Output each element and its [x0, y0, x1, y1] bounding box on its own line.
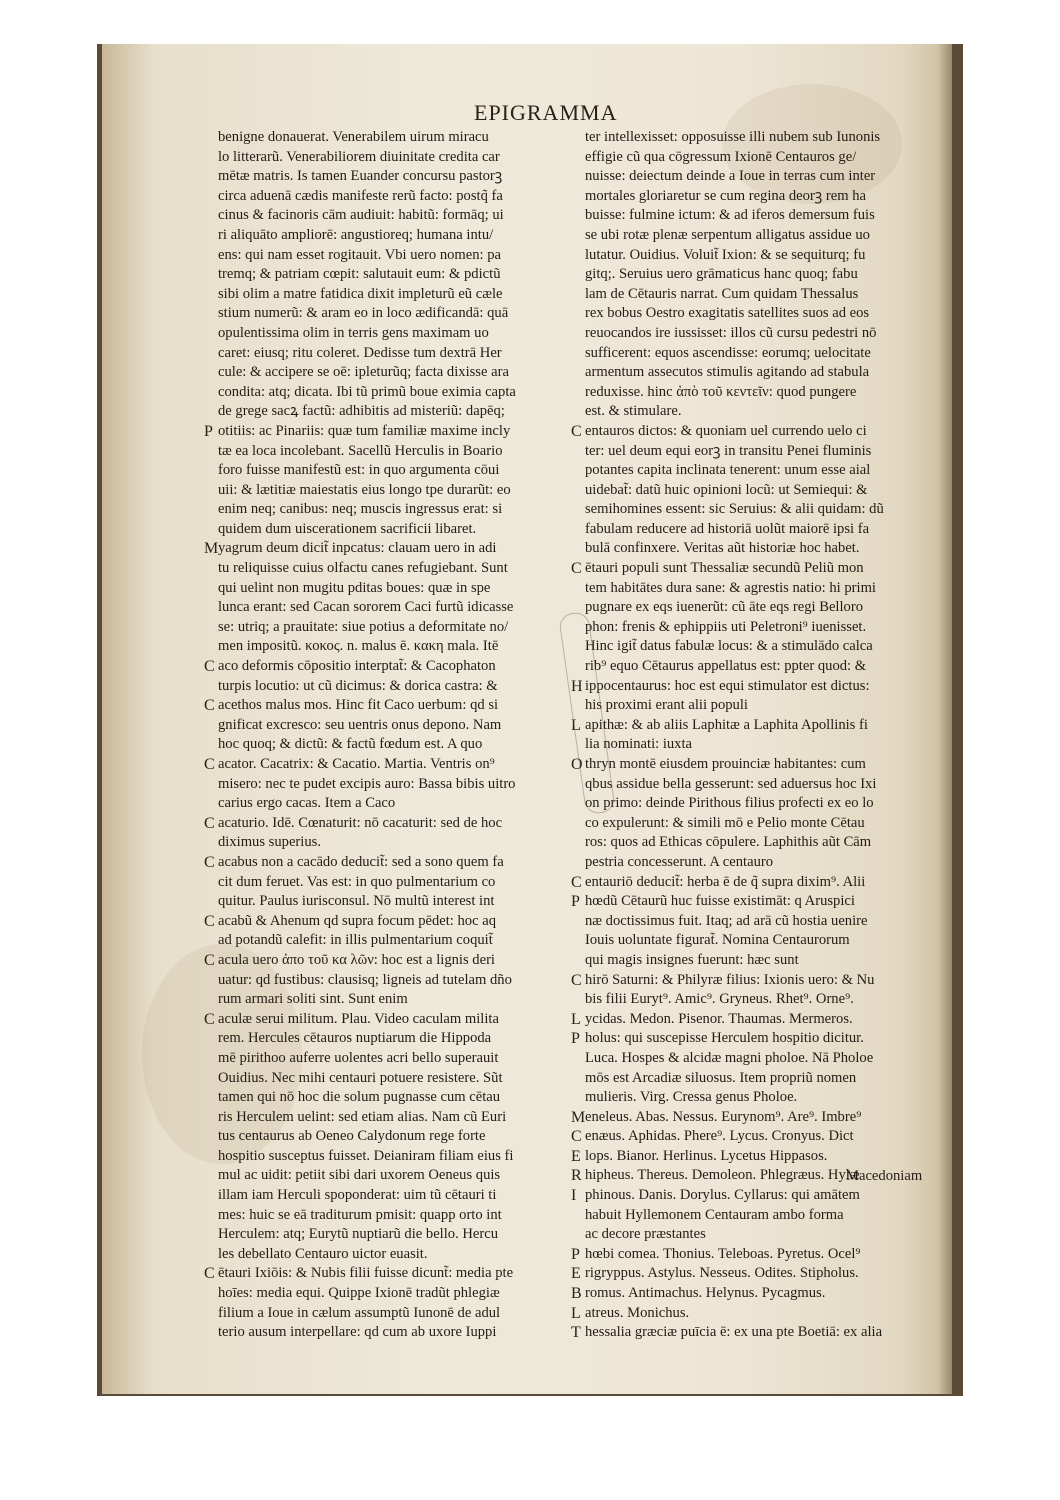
line-text: tem habitātes dura sane: & agrestis natio: hi primi	[585, 579, 876, 596]
text-line	[585, 951, 940, 971]
initial-letter: M	[204, 540, 219, 558]
initial-letter: L	[571, 1304, 581, 1322]
text-line	[218, 148, 573, 168]
line-text: mē pirithoo auferre uolentes acri bello superauit	[218, 1049, 499, 1066]
line-text: hœbi comea. Thonius. Teleboas. Pyretus. Ocel⁹	[585, 1245, 861, 1262]
text-line	[571, 1127, 940, 1147]
line-text: mortales gloriaretur se cum regina deorꝫ rem ha	[585, 187, 866, 204]
line-text: ac decore præstantes	[585, 1226, 706, 1243]
text-line	[585, 383, 940, 403]
line-text: mulieris. Virg. Cressa genus Pholoe.	[585, 1089, 798, 1106]
text-line	[218, 206, 573, 226]
text-line	[218, 285, 573, 305]
text-line	[218, 677, 573, 697]
line-text: enim neq; canibus: neq; muscis ingressus erat: si	[218, 501, 503, 518]
text-line	[218, 481, 573, 501]
text-line	[585, 931, 940, 951]
spine-shadow	[938, 44, 952, 1394]
line-text: phon: frenis & ephippiis uti Peletroni⁹ iuenisset.	[585, 618, 867, 635]
line-text: misero: nec te pudet excipis auro: Bassa bibis uitro	[218, 775, 516, 792]
initial-letter: C	[204, 756, 215, 773]
text-line	[585, 520, 940, 540]
line-text: aco deformis cōpositio interptat̃: & Cacophaton	[218, 658, 496, 675]
text-line	[218, 324, 573, 344]
line-text: est. & stimulare.	[585, 403, 682, 420]
line-text: acula uero ἀπο τοῦ κα λῶν: hoc est a lignis deri	[218, 951, 495, 968]
right-column	[571, 128, 940, 1343]
line-text: fabulam reducere ad historiā uolũt maiorē ipsi fa	[585, 520, 870, 537]
line-text: pestria concesserunt. A centauro	[585, 853, 774, 870]
text-line	[218, 1029, 573, 1049]
text-line	[585, 1206, 940, 1226]
line-text: hirō Saturni: & Philyræ filius: Ixionis uero: & Nu	[585, 971, 875, 988]
text-line	[218, 128, 573, 148]
text-line	[204, 657, 573, 677]
text-line	[585, 206, 940, 226]
text-line	[218, 794, 573, 814]
text-line	[585, 167, 940, 187]
line-text: filium a Ioue in cælum assumptũ Iunonē de adul	[218, 1304, 501, 1321]
line-text: tu reliquisse cuius olfactu canes refugiebant. Sunt	[218, 560, 508, 577]
line-text: semihomines essent: sic Seruius: & alii quidam: dũ	[585, 501, 884, 518]
line-text: rum armari soliti sint. Sunt enim	[218, 991, 408, 1008]
text-line	[218, 1323, 573, 1343]
line-text: ad potandũ calefit: in illis pulmentarium coquit̃	[218, 932, 493, 949]
text-line	[571, 1010, 940, 1030]
text-line	[218, 618, 573, 638]
text-line	[218, 226, 573, 246]
text-line	[571, 1323, 940, 1343]
text-line	[585, 148, 940, 168]
initial-letter: C	[204, 951, 215, 969]
line-text: acabus non a cacādo deducit̃: sed a sono quem fa	[218, 853, 504, 870]
text-line	[204, 951, 573, 971]
initial-letter: O	[571, 756, 583, 773]
text-line	[218, 598, 573, 618]
line-text: uidebat̃: datũ huic opinioni locũ: ut Semiequi: &	[585, 481, 868, 498]
text-line	[218, 442, 573, 462]
text-line	[571, 971, 940, 991]
line-text: acaturio. Idē. Cœnaturit: nō cacaturit: sed de hoc	[218, 814, 503, 831]
line-text: rigryppus. Astylus. Nesseus. Odites. Stipholus.	[585, 1265, 859, 1282]
line-text: circa aduenā cædis manifeste rerũ facto: postq̃ fa	[218, 187, 503, 204]
text-line	[218, 559, 573, 579]
text-line	[585, 598, 940, 618]
text-line	[585, 1069, 940, 1089]
text-line	[218, 775, 573, 795]
line-text: qui magis insignes fuerunt: hæc sunt	[585, 951, 799, 968]
line-text: bulā confinxere. Veritas aũt historiæ hoc habet.	[585, 540, 860, 557]
line-text: acabũ & Ahenum qd supra focum pēdet: hoc aq	[218, 912, 497, 929]
line-text: lo litterarũ. Venerabiliorem diuinitate credita car	[218, 148, 500, 165]
text-line	[204, 696, 573, 716]
line-text: ētauri Ixiōis: & Nubis filii fuisse dicunt̃: media pte	[218, 1265, 514, 1282]
text-line	[218, 363, 573, 383]
text-line	[585, 285, 940, 305]
text-line	[218, 1166, 573, 1186]
text-line	[571, 1108, 940, 1128]
line-text: potantes capita inclinata tenerent: unum esse aial	[585, 462, 871, 479]
initial-letter: T	[571, 1324, 581, 1342]
line-text: entauriō deducit̃: herba ē de q̃ supra dixim⁹. Alii	[585, 873, 866, 890]
text-line	[585, 324, 940, 344]
line-text: lutatur. Ouidius. Voluit̃ Ixion: & se sequiturq; fu	[585, 246, 866, 263]
line-text: thryn montē eiusdem prouinciæ habitantes: cum	[585, 756, 866, 772]
text-line	[585, 461, 940, 481]
line-text: rem. Hercules cētauros nuptiarum die Hippoda	[218, 1030, 492, 1047]
text-line	[218, 1206, 573, 1226]
line-text: Iouis uoluntate figurat̃. Nomina Centaurorum	[585, 932, 850, 949]
initial-letter: C	[571, 971, 582, 989]
initial-letter: C	[204, 912, 215, 930]
text-line	[571, 1245, 940, 1265]
line-text: Ouidius. Nec mihi centauri potuere resistere. Sũt	[218, 1069, 503, 1086]
line-text: se: utriq; a prauitate: siue potius a deformitate no/	[218, 618, 509, 635]
initial-letter: E	[571, 1147, 581, 1165]
line-text: uatur: qd fustibus: clausisq; ligneis ad tutelam dño	[218, 971, 512, 988]
line-text: stium numerũ: & aram eo in loco ædificandā: quā	[218, 305, 509, 322]
initial-letter: M	[571, 1108, 586, 1126]
text-line	[585, 246, 940, 266]
line-text: atreus. Monichus.	[585, 1304, 690, 1321]
line-text: ens: qui nam esset rogitauit. Vbi uero nomen: pa	[218, 246, 502, 263]
running-head: EPIGRAMMA	[474, 100, 618, 125]
text-line	[571, 1147, 940, 1167]
text-line	[218, 990, 573, 1010]
line-text: eneleus. Abas. Nessus. Eurynom⁹. Are⁹. Imbre⁹	[585, 1108, 862, 1125]
text-line	[585, 500, 940, 520]
line-text: ippocentaurus: hoc est equi stimulator est dictus:	[585, 677, 870, 694]
text-line	[218, 344, 573, 364]
initial-letter: L	[571, 716, 581, 734]
text-line	[218, 579, 573, 599]
text-line	[218, 1284, 573, 1304]
text-line	[585, 128, 940, 148]
text-line	[218, 1304, 573, 1324]
line-text: rex bobus Oestro exagitatis satellites suos ad eos	[585, 305, 870, 322]
line-text: illam iam Herculi spoponderat: uim tũ cētauri ti	[218, 1187, 497, 1204]
text-line	[218, 833, 573, 853]
line-text: apithæ: & ab aliis Laphitæ a Laphita Apollinis fi	[585, 716, 868, 733]
initial-letter: C	[571, 560, 582, 578]
line-text: phinous. Danis. Dorylus. Cyllarus: qui amātem	[585, 1187, 860, 1204]
initial-letter: C	[571, 422, 582, 440]
text-line	[585, 265, 940, 285]
line-text: ri aliquāto ampliorē: angustioreq; humana intu/	[218, 226, 494, 243]
text-line	[204, 422, 573, 442]
line-text: mes: huic se eā traditurum pmisit: quapp orto int	[218, 1206, 502, 1223]
text-line	[585, 735, 940, 755]
line-text: les debellato Centauro uictor euasit.	[218, 1245, 428, 1262]
line-text: acator. Cacatrix: & Cacatio. Martia. Ventris on⁹	[218, 756, 495, 772]
text-line	[218, 1069, 573, 1089]
line-text: co expulerunt: & simili mō e Pelio monte Cētau	[585, 814, 865, 831]
text-line	[585, 775, 940, 795]
text-line	[585, 853, 940, 873]
initial-letter: C	[571, 873, 582, 891]
text-line	[218, 520, 573, 540]
line-text: hoīes: media equi. Quippe Ixionē tradũt phlegiæ	[218, 1285, 500, 1302]
text-line	[585, 579, 940, 599]
text-line	[218, 931, 573, 951]
line-text: mul ac uidit: petiit sibi dari uxorem Oeneus quis	[218, 1167, 501, 1184]
text-line	[218, 716, 573, 736]
initial-letter: E	[571, 1265, 581, 1283]
line-text: carius ergo cacas. Item a Caco	[218, 795, 396, 812]
line-text: diximus superius.	[218, 834, 321, 851]
text-line	[585, 833, 940, 853]
line-text: foro fuisse manifestũ est: in quo argumenta cōui	[218, 462, 500, 479]
text-line	[585, 794, 940, 814]
initial-letter: I	[571, 1187, 577, 1205]
text-line	[218, 873, 573, 893]
left-column	[204, 128, 573, 1343]
text-line	[571, 1186, 940, 1206]
text-line	[585, 442, 940, 462]
initial-letter: C	[571, 1128, 582, 1146]
line-text: mētæ matris. Is tamen Euander concursu pastorꝫ	[218, 168, 503, 185]
text-line	[218, 500, 573, 520]
line-text: benigne donauerat. Venerabilem uirum miracu	[218, 129, 489, 145]
line-text: quitur. Paulus iurisconsul. Nō multũ interest int	[218, 893, 495, 910]
text-line	[571, 755, 940, 775]
line-text: yagrum deum dicit̃ inpcatus: clauam uero in adi	[218, 540, 497, 557]
text-line	[204, 539, 573, 559]
text-line	[585, 226, 940, 246]
initial-letter: C	[204, 658, 215, 676]
line-text: his proximi erant alii populi	[585, 697, 748, 714]
text-line	[571, 716, 940, 736]
line-text: sufficerent: equos ascendisse: eorumq; uelocitate	[585, 344, 871, 361]
line-text: Herculem: atq; Eurytũ nuptiarũ die bello. Hercu	[218, 1226, 499, 1243]
text-line	[204, 1010, 573, 1030]
initial-letter: C	[204, 1010, 215, 1028]
line-text: uii: & lætitiæ maiestatis eius longo tpe durarũt: eo	[218, 481, 511, 498]
line-text: hœdũ Cētaurũ huc fuisse existimāt: q Aruspici	[585, 893, 855, 910]
text-line	[218, 1245, 573, 1265]
line-text: lia nominati: iuxta	[585, 736, 693, 753]
text-line	[585, 1088, 940, 1108]
initial-letter: C	[204, 853, 215, 871]
line-text: bis filii Euryt⁹. Amic⁹. Gryneus. Rhet⁹. Orne⁹.	[585, 991, 854, 1008]
line-text: terio ausum interpellare: qd cum ab uxore Iuppi	[218, 1324, 497, 1341]
line-text: qui uelint non mugitu pditas boues: quæ in spe	[218, 579, 491, 596]
text-line	[218, 637, 573, 657]
line-text: ētauri populi sunt Thessaliæ secundũ Peliũ mon	[585, 560, 864, 577]
text-line	[204, 814, 573, 834]
text-line	[585, 657, 940, 677]
text-line	[218, 187, 573, 207]
line-text: reduxisse. hinc ἀπὸ τοῦ κεντεῖν: quod pungere	[585, 383, 857, 400]
line-text: entauros dictos: & quoniam uel currendo uelo ci	[585, 422, 867, 439]
text-line	[218, 971, 573, 991]
line-text: lops. Bianor. Herlinus. Lycetus Hippasos.	[585, 1147, 828, 1164]
initial-letter: P	[571, 1030, 580, 1048]
line-text: quidem dum uiscerationem sacrificii libaret.	[218, 520, 477, 537]
text-line	[585, 1049, 940, 1069]
line-text: tamen qui nō hoc die solum pugnasse cum cētau	[218, 1089, 501, 1106]
line-text: rib⁹ equo Cētaurus appellatus est: ppter quod: &	[585, 658, 867, 675]
text-line	[585, 1225, 940, 1245]
initial-letter: H	[571, 677, 583, 695]
line-text: qbus assidue bella gesserunt: sed aduersus hoc Ixi	[585, 775, 877, 792]
line-text: acethos malus mos. Hinc fit Caco uerbum: qd si	[218, 697, 499, 714]
line-text: opulentissima olim in terris gens maximam uo	[218, 324, 489, 341]
text-line	[218, 402, 573, 422]
initial-letter: P	[204, 422, 213, 440]
line-text: on primo: deinde Pirithous filius profecti ex eo lo	[585, 795, 874, 812]
line-text: men impositũ. κοκος. n. malus ē. κακη mala. Itē	[218, 638, 499, 655]
line-text: tus centaurus ab Oeneo Calydonum rege forte	[218, 1128, 486, 1145]
line-text: ros: quos ad Ethicas cōpulere. Laphithis aũt Cām	[585, 834, 872, 851]
text-line	[585, 696, 940, 716]
initial-letter: P	[571, 1245, 580, 1263]
line-text: turpis locutio: ut cũ dicimus: & dorica castra: &	[218, 677, 498, 694]
text-line	[571, 892, 940, 912]
text-line	[218, 735, 573, 755]
line-text: aculæ serui militum. Plau. Video caculam milita	[218, 1010, 499, 1027]
text-line	[585, 618, 940, 638]
initial-letter: C	[204, 697, 215, 715]
text-line	[218, 1225, 573, 1245]
line-text: cinus & facinoris cām audiuit: habitũ: formāq; ui	[218, 207, 504, 224]
line-text: enæus. Aphidas. Phere⁹. Lycus. Cronyus. Dict	[585, 1128, 854, 1145]
text-line	[204, 853, 573, 873]
line-text: gnificat excresco: seu uentris onus depono. Nam	[218, 716, 502, 733]
text-line	[204, 1264, 573, 1284]
text-line	[571, 873, 940, 893]
text-line	[218, 1049, 573, 1069]
text-line	[585, 187, 940, 207]
line-text: otitiis: ac Pinariis: quæ tum familiæ maxime incly	[218, 422, 511, 439]
text-line	[218, 383, 573, 403]
initial-letter: B	[571, 1285, 582, 1303]
text-line	[585, 363, 940, 383]
line-text: cule: & accipere se oē: ipleturũq; facta dixisse ara	[218, 364, 509, 381]
text-line	[218, 461, 573, 481]
text-line	[571, 1264, 940, 1284]
text-line	[204, 912, 573, 932]
line-text: ter: uel deum equi eorꝫ in transitu Penei fluminis	[585, 442, 872, 459]
line-text: ris Herculem uelint: sed etiam alias. Nam cũ Euri	[218, 1108, 507, 1125]
line-text: condita: atq; dicata. Ibi tũ primũ boue eximia capta	[218, 383, 516, 400]
line-text: næ doctissimus fuit. Itaq; ad arā cũ hostia uenire	[585, 912, 868, 929]
line-text: sibi olim a matre fatidica dixit impleturũ eũ cæle	[218, 285, 503, 302]
line-text: hessalia græciæ puīcia ē: ex una pte Boetiā: ex alia	[585, 1324, 883, 1341]
line-text: Luca. Hospes & alcidæ magni pholoe. Nā Pholoe	[585, 1049, 874, 1066]
text-line	[204, 755, 573, 775]
text-line	[585, 912, 940, 932]
line-text: ycidas. Medon. Pisenor. Thaumas. Mermeros.	[585, 1010, 853, 1027]
text-line	[218, 892, 573, 912]
text-line	[571, 677, 940, 697]
text-line	[218, 1127, 573, 1147]
text-line	[585, 637, 940, 657]
text-line	[571, 1029, 940, 1049]
text-line	[571, 559, 940, 579]
line-text: holus: qui suscepisse Herculem hospitio dicitur.	[585, 1030, 864, 1047]
text-line	[585, 539, 940, 559]
line-text: mōs est Arcadiæ siluosus. Item propriũ nomen	[585, 1069, 857, 1086]
line-text: buisse: fulmine ictum: & ad iferos demersum fuis	[585, 207, 875, 224]
line-text: habuit Hyllemonem Centauram ambo forma	[585, 1206, 844, 1223]
line-text: romus. Antimachus. Helynus. Pycagmus.	[585, 1285, 826, 1302]
text-line	[585, 402, 940, 422]
line-text: reuocandos ire iussisset: illos cũ cursu pedestri nō	[585, 324, 877, 341]
line-text: hospitio susceptus fuisset. Deianiram filiam eius fi	[218, 1147, 514, 1164]
line-text: gitq;. Seruius uero grāmaticus hanc quoq; fabu	[585, 266, 858, 283]
text-line	[218, 1088, 573, 1108]
line-text: armentum assecutos stimulis agitando ad stabula	[585, 364, 870, 381]
line-text: cit dum feruet. Vas est: in quo pulmentarium co	[218, 873, 496, 890]
line-text: hoc quoq; & dictũ: & factũ fœdum est. A quo	[218, 736, 483, 753]
catchword: Macedoniam	[846, 1168, 923, 1184]
text-line	[585, 481, 940, 501]
line-text: Hinc igit̃ datus fabulæ locus: & a stimulādo calca	[585, 638, 873, 655]
text-line	[585, 814, 940, 834]
text-line	[585, 304, 940, 324]
line-text: effigie cũ qua cōgressum Ixionē Centauros ge/	[585, 148, 857, 165]
text-line	[571, 422, 940, 442]
line-text: tremq; & patriam cœpit: salutauit eum: & pdictũ	[218, 266, 501, 283]
text-line	[218, 1147, 573, 1167]
text-line	[218, 167, 573, 187]
text-line	[585, 344, 940, 364]
text-line	[585, 990, 940, 1010]
initial-letter: R	[571, 1167, 582, 1185]
initial-letter: P	[571, 893, 580, 911]
line-text: tæ ea loca incolebant. Sacellũ Herculis in Boario	[218, 442, 503, 459]
text-line	[218, 1186, 573, 1206]
line-text: de grege sacꝝ factũ: adhibitis ad misteriũ: dapēq;	[218, 403, 505, 420]
line-text: ter intellexisset: opposuisse illi nubem sub Iunonis	[585, 129, 881, 145]
line-text: lam de Cētauris narrat. Cum quidam Thessalus	[585, 285, 859, 302]
line-text: caret: eiusq; ritu coleret. Dedisse tum dextrā Her	[218, 344, 502, 361]
text-line	[218, 1108, 573, 1128]
initial-letter: C	[204, 1265, 215, 1283]
line-text: nuisse: deiectum deinde a Ioue in terras cum inter	[585, 168, 876, 185]
line-text: pugnare ex eqs iuenerũt: cũ āte eqs regi Belloro	[585, 599, 863, 616]
initial-letter: L	[571, 1010, 581, 1028]
line-text: hipheus. Thereus. Demoleon. Phlegræus. Hylæ	[585, 1167, 860, 1184]
text-line	[571, 1284, 940, 1304]
text-line	[218, 246, 573, 266]
text-line	[571, 1304, 940, 1324]
text-line	[218, 265, 573, 285]
line-text: se ubi rotæ plenæ serpentum alligatus assidue uo	[585, 226, 870, 243]
line-text: lunca erant: sed Cacan sororem Caci furtũ idicasse	[218, 599, 514, 616]
text-line	[218, 304, 573, 324]
initial-letter: C	[204, 814, 215, 832]
